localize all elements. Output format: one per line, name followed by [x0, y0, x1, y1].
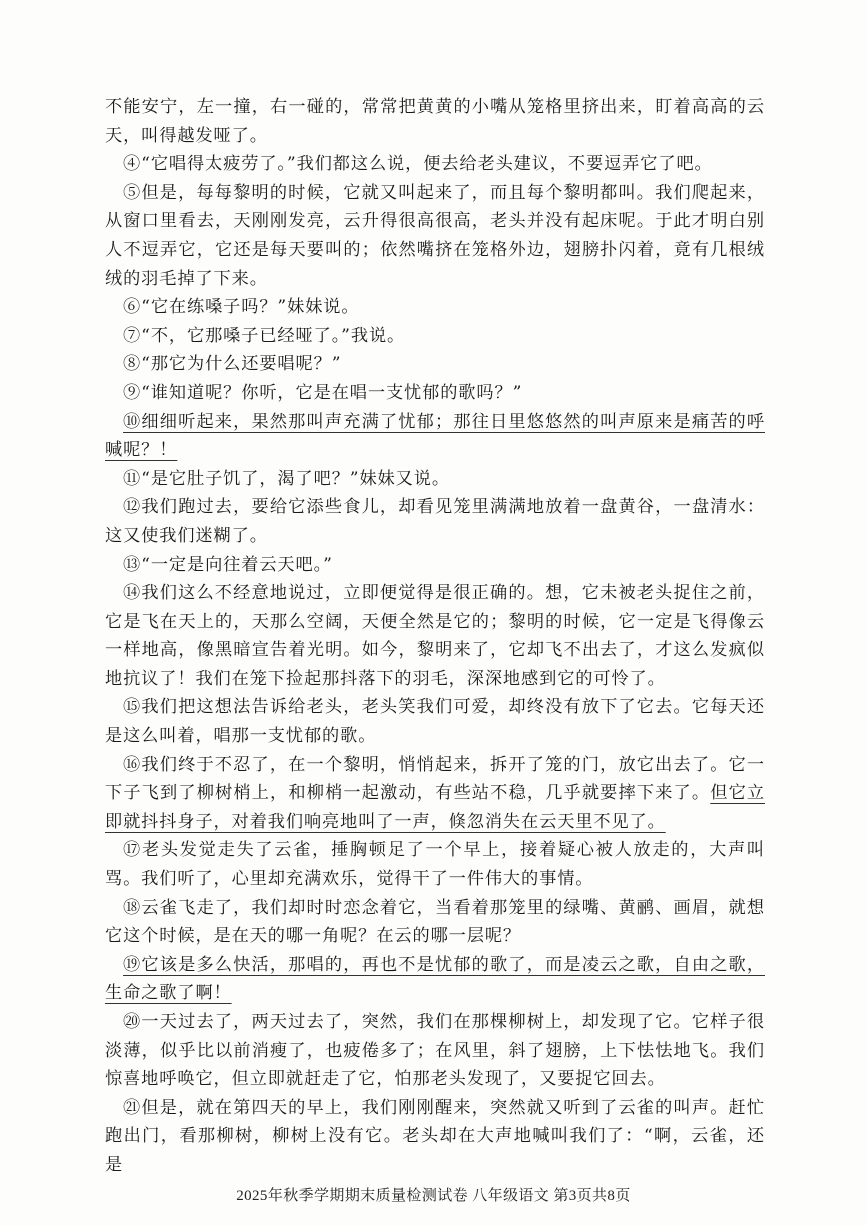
paragraph — [105, 836, 765, 893]
sentence: ⑤但是，每每黎明的时候，它就又叫起来了，而且每个黎明都叫。我们爬起来，从窗口里看去，天刚刚发亮，云升得很高很高，老头并没有起床呢。于此才明白别人不逗弄它，它还是每天要叫的；依然嘴挤在笼格外边，翅膀扑闪着，竟有几根绒绒的羽毛掉了下来。 — [105, 182, 765, 289]
underlined-sentence: 但它立即就抖抖身子，对着我们响亮地叫了一声，倏忽消失在云天里不见了。 — [105, 783, 766, 832]
page-footer: 2025年秋季学期期末质量检测试卷 八年级语文 第3页共8页 — [236, 1188, 631, 1204]
paragraph — [105, 693, 765, 750]
sentence: ⑬“一定是向往着云天吧。” — [123, 554, 333, 575]
sentence: ⑰老头发觉走失了云雀，捶胸顿足了一个早上，接着疑心被人放走的，大声叫骂。我们听了，心里却充满欢乐，觉得干了一件伟大的事情。 — [105, 840, 765, 890]
paragraph — [105, 322, 765, 351]
sentence: ⑮我们把这想法告诉给老头，老头笑我们可爱，却终没有放下了它去。它每天还是这么叫着，唱那一支忧郁的歌。 — [105, 697, 765, 747]
sentence: ⑦“不，它那嗓子已经哑了。”我说。 — [123, 325, 406, 346]
paragraph — [105, 951, 765, 1008]
sentence: ⑪“是它肚子饥了，渴了吧？”妹妹又说。 — [123, 468, 450, 489]
paragraph — [105, 493, 765, 550]
sentence: ⑨“谁知道呢？你听，它是在唱一支忧郁的歌吗？” — [123, 382, 523, 403]
sentence: ⑳一天过去了，两天过去了，突然，我们在那棵柳树上，却发现了它。它样子很淡薄，似乎比以前消瘦了，也疲倦多了；在风里，斜了翅膀，上下怯怯地飞。我们惊喜地呼唤它，但立即就赶走了它，怕那老头发现了，又要捉它回去。 — [105, 1012, 765, 1090]
sentence: ⑱云雀飞走了，我们却时时恋念着它，当看着那笼里的绿嘴、黄鹂、画眉，就想它这个时候，是在天的哪一角呢？在云的哪一层呢？ — [105, 897, 765, 947]
sentence: ⑫我们跑过去，要给它添些食儿，却看见笼里满满地放着一盘黄谷，一盘清水：这又使我们迷糊了。 — [105, 497, 765, 546]
underlined-sentence: ⑩细细听起来，果然那叫声充满了忧郁；那往日里悠悠然的叫声原来是痛苦的呼喊呢？！ — [105, 411, 765, 461]
paragraph — [105, 579, 765, 693]
paragraph — [105, 150, 765, 179]
sentence: ⑭我们这么不经意地说过，立即便觉得是很正确的。想，它未被老头捉住之前，它是飞在天上的，天那么空阔，天便全然是它的；黎明的时候，它一定是飞得像云一样地高，像黑暗宣告着光明。如今，黎明来了，它却飞不出去了，才这么发疯似地抗议了！我们在笼下捡起那抖落下的羽毛，深深地感到它的可怜了。 — [105, 583, 765, 689]
paragraph — [105, 465, 765, 494]
underlined-sentence: ⑲它该是多么快活，那唱的，再也不是忧郁的歌了，而是凌云之歌，自由之歌，生命之歌了啊！ — [105, 954, 765, 1004]
sentence: ⑥“它在练嗓子吗？”妹妹说。 — [123, 297, 360, 318]
paragraph — [105, 751, 765, 837]
paragraph — [105, 293, 765, 322]
paragraph — [105, 179, 765, 293]
paragraph — [105, 1008, 765, 1094]
paragraph — [105, 408, 765, 465]
sentence: ⑯我们终于不忍了，在一个黎明，悄悄起来，拆开了笼的门，放它出去了。它一下子飞到了柳树梢上，和柳梢一起激动，有些站不稳，几乎就要摔下来了。 — [105, 754, 765, 804]
paragraph — [105, 551, 765, 580]
sentence: 不能安宁，左一撞，右一碰的，常常把黄黄的小嘴从笼格里挤出来，盯着高高的云天，叫得越发哑了。 — [105, 97, 765, 146]
sentence: ㉑但是，就在第四天的早上，我们刚刚醒来，突然就又听到了云雀的叫声。赶忙跑出门，看那柳树，柳树上没有它。老头却在大声地喊叫我们了：“啊，云雀，还是 — [105, 1097, 765, 1175]
sentence: ⑧“那它为什么还要唱呢？” — [123, 354, 342, 375]
paragraph — [105, 1094, 765, 1180]
paragraph — [105, 894, 765, 951]
paragraph — [105, 93, 765, 150]
paragraph — [105, 379, 765, 408]
sentence: ④“它唱得太疲劳了。”我们都这么说，便去给老头建议，不要逗弄它了吧。 — [123, 154, 713, 175]
passage-text — [105, 93, 765, 1180]
paragraph — [105, 350, 765, 379]
